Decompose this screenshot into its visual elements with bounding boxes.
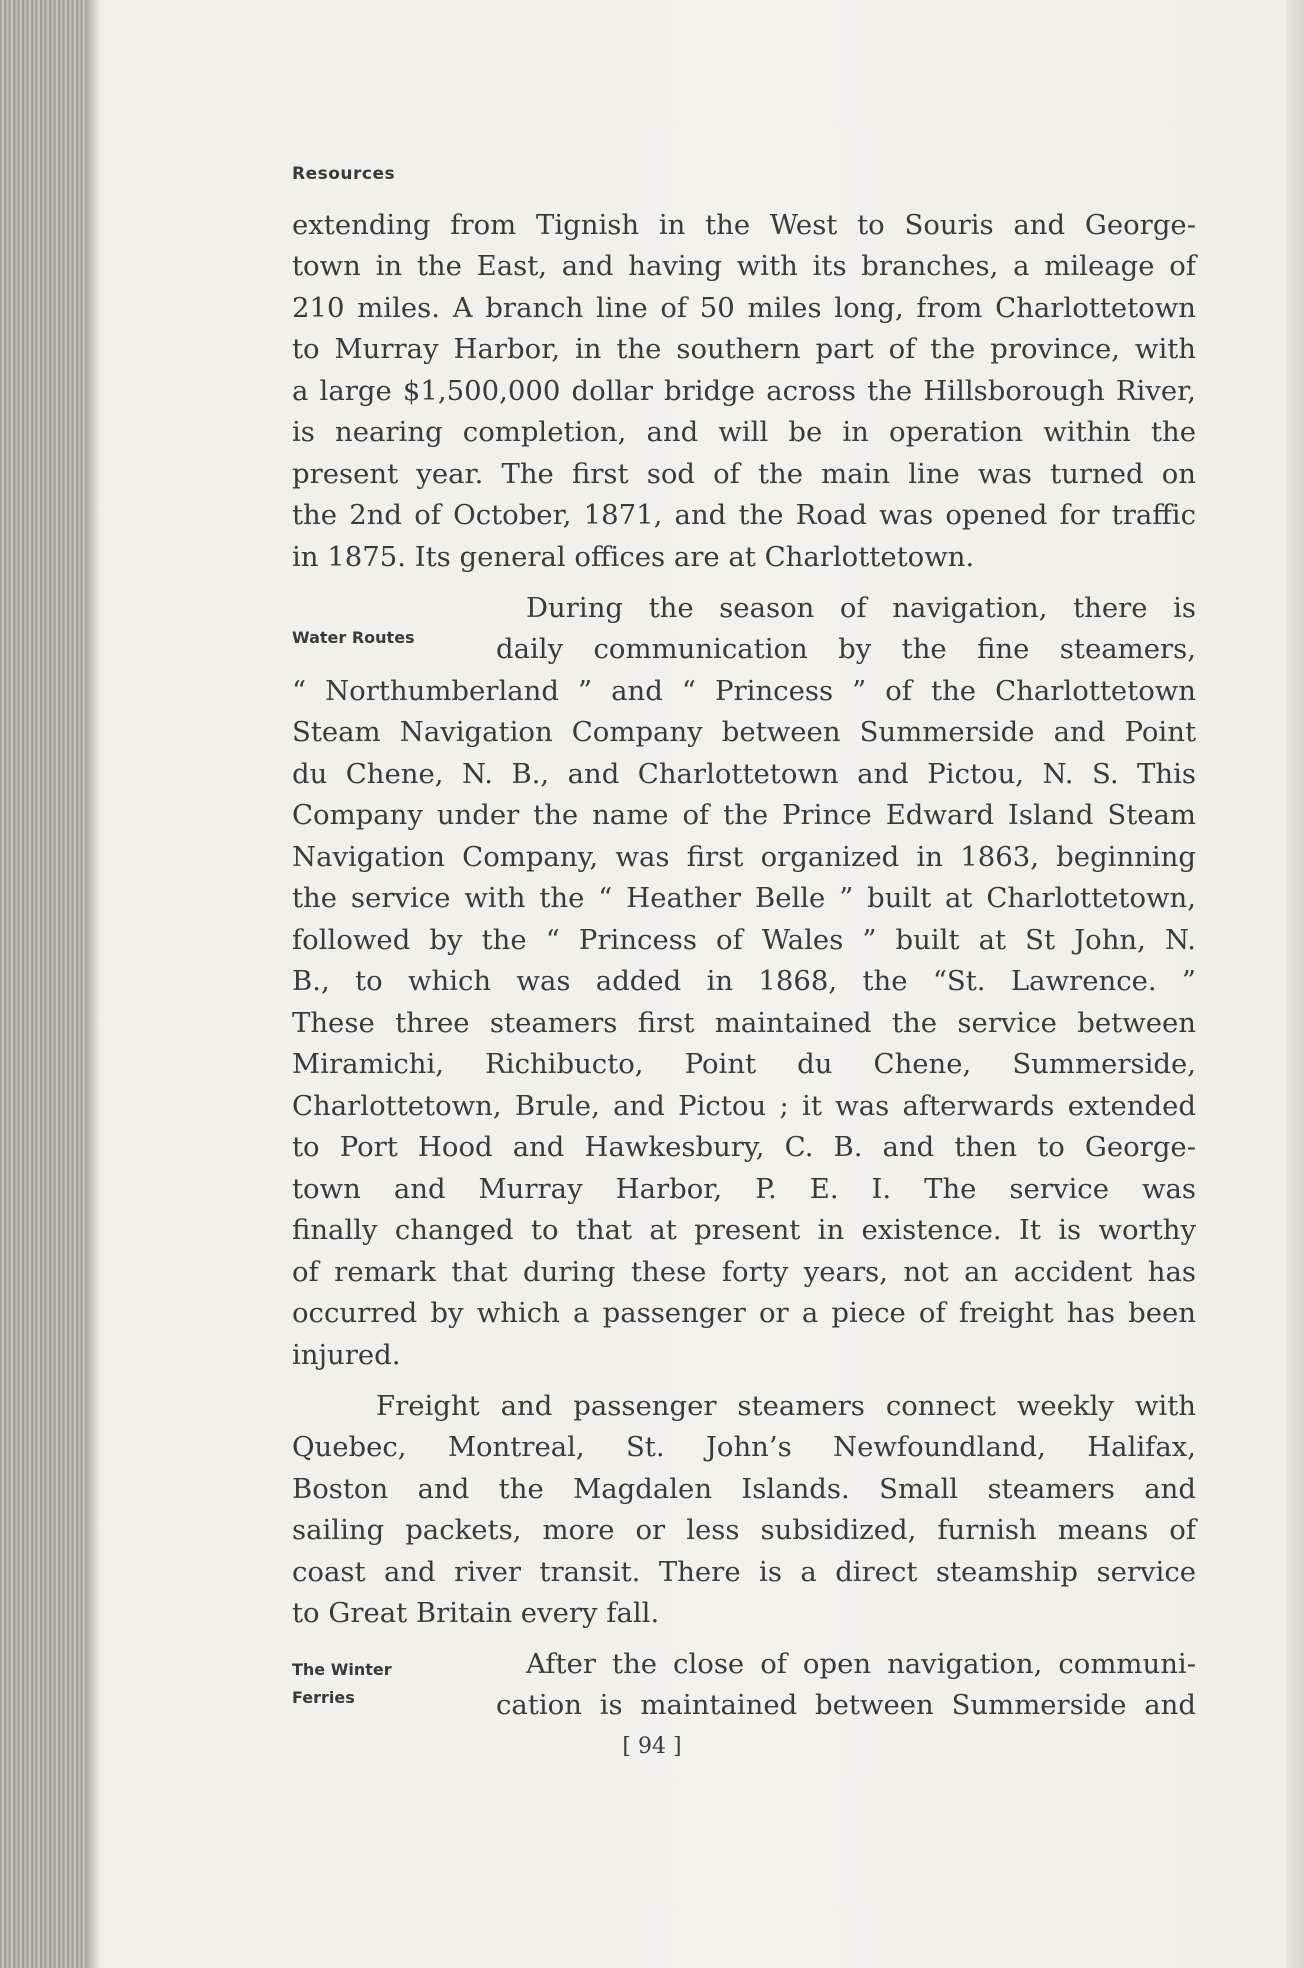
text-line: of remark that during these forty years, not an accident has	[292, 1256, 1196, 1288]
book-fore-edge	[0, 0, 86, 1968]
text-line: Charlottetown, Brule, and Pictou ; it was afterwards extended	[292, 1090, 1196, 1122]
page-right-edge	[1286, 0, 1304, 1968]
text-line: followed by the “ Princess of Wales ” built at St John, N.	[292, 924, 1196, 956]
text-line: present year. The first sod of the main line was turned on	[292, 458, 1196, 490]
text-line: the 2nd of October, 1871, and the Road was opened for traffic	[292, 499, 1196, 531]
text-line: daily communication by the fine steamers,	[496, 633, 1196, 665]
text-line: injured.	[292, 1339, 401, 1371]
side-label-water-routes: Water Routes	[292, 628, 415, 647]
text-line: occurred by which a passenger or a piece of freight has been	[292, 1297, 1196, 1329]
text-line: to Great Britain every fall.	[292, 1597, 660, 1629]
text-line: B., to which was added in 1868, the “St. Lawrence. ”	[292, 965, 1196, 997]
text-line: finally changed to that at present in existence. It is worthy	[292, 1214, 1196, 1246]
text-line: Quebec, Montreal, St. John’s Newfoundland, Halifax,	[292, 1431, 1196, 1463]
side-label-winter-ferries: Ferries	[292, 1688, 355, 1707]
text-line: to Port Hood and Hawkesbury, C. B. and then to George-	[292, 1131, 1196, 1163]
side-label-winter-ferries: The Winter	[292, 1660, 392, 1679]
text-line: a large $1,500,000 dollar bridge across the Hillsborough River,	[292, 375, 1196, 407]
text-line: Freight and passenger steamers connect weekly with	[376, 1390, 1196, 1422]
text-line: cation is maintained between Summerside and	[496, 1689, 1196, 1721]
text-line: extending from Tignish in the West to Souris and George-	[292, 209, 1196, 241]
text-line: sailing packets, more or less subsidized, furnish means of	[292, 1514, 1196, 1546]
text-line: in 1875. Its general offices are at Charlottetown.	[292, 541, 975, 573]
text-line: Company under the name of the Prince Edward Island Steam	[292, 799, 1196, 831]
text-line: Miramichi, Richibucto, Point du Chene, Summerside,	[292, 1048, 1196, 1080]
text-line: is nearing completion, and will be in operation within the	[292, 416, 1196, 448]
text-line: town in the East, and having with its branches, a mileage of	[292, 250, 1196, 282]
text-line: to Murray Harbor, in the southern part of the province, with	[292, 333, 1196, 365]
text-line: the service with the “ Heather Belle ” built at Charlottetown,	[292, 882, 1196, 914]
text-line: Navigation Company, was first organized in 1863, beginning	[292, 841, 1196, 873]
text-line: Steam Navigation Company between Summerside and Point	[292, 716, 1196, 748]
text-line: After the close of open navigation, communi-	[526, 1648, 1196, 1680]
text-line: These three steamers first maintained the service between	[292, 1007, 1196, 1039]
text-line: du Chene, N. B., and Charlottetown and Pictou, N. S. This	[292, 758, 1196, 790]
text-line: coast and river transit. There is a direct steamship service	[292, 1556, 1196, 1588]
text-line: town and Murray Harbor, P. E. I. The service was	[292, 1173, 1196, 1205]
text-line: During the season of navigation, there is	[526, 592, 1196, 624]
text-line: “ Northumberland ” and “ Princess ” of the Charlottetown	[292, 675, 1196, 707]
page-number: [ 94 ]	[622, 1734, 682, 1759]
text-line: Boston and the Magdalen Islands. Small steamers and	[292, 1473, 1196, 1505]
running-head: Resources	[292, 164, 396, 184]
text-line: 210 miles. A branch line of 50 miles long, from Charlottetown	[292, 292, 1196, 324]
